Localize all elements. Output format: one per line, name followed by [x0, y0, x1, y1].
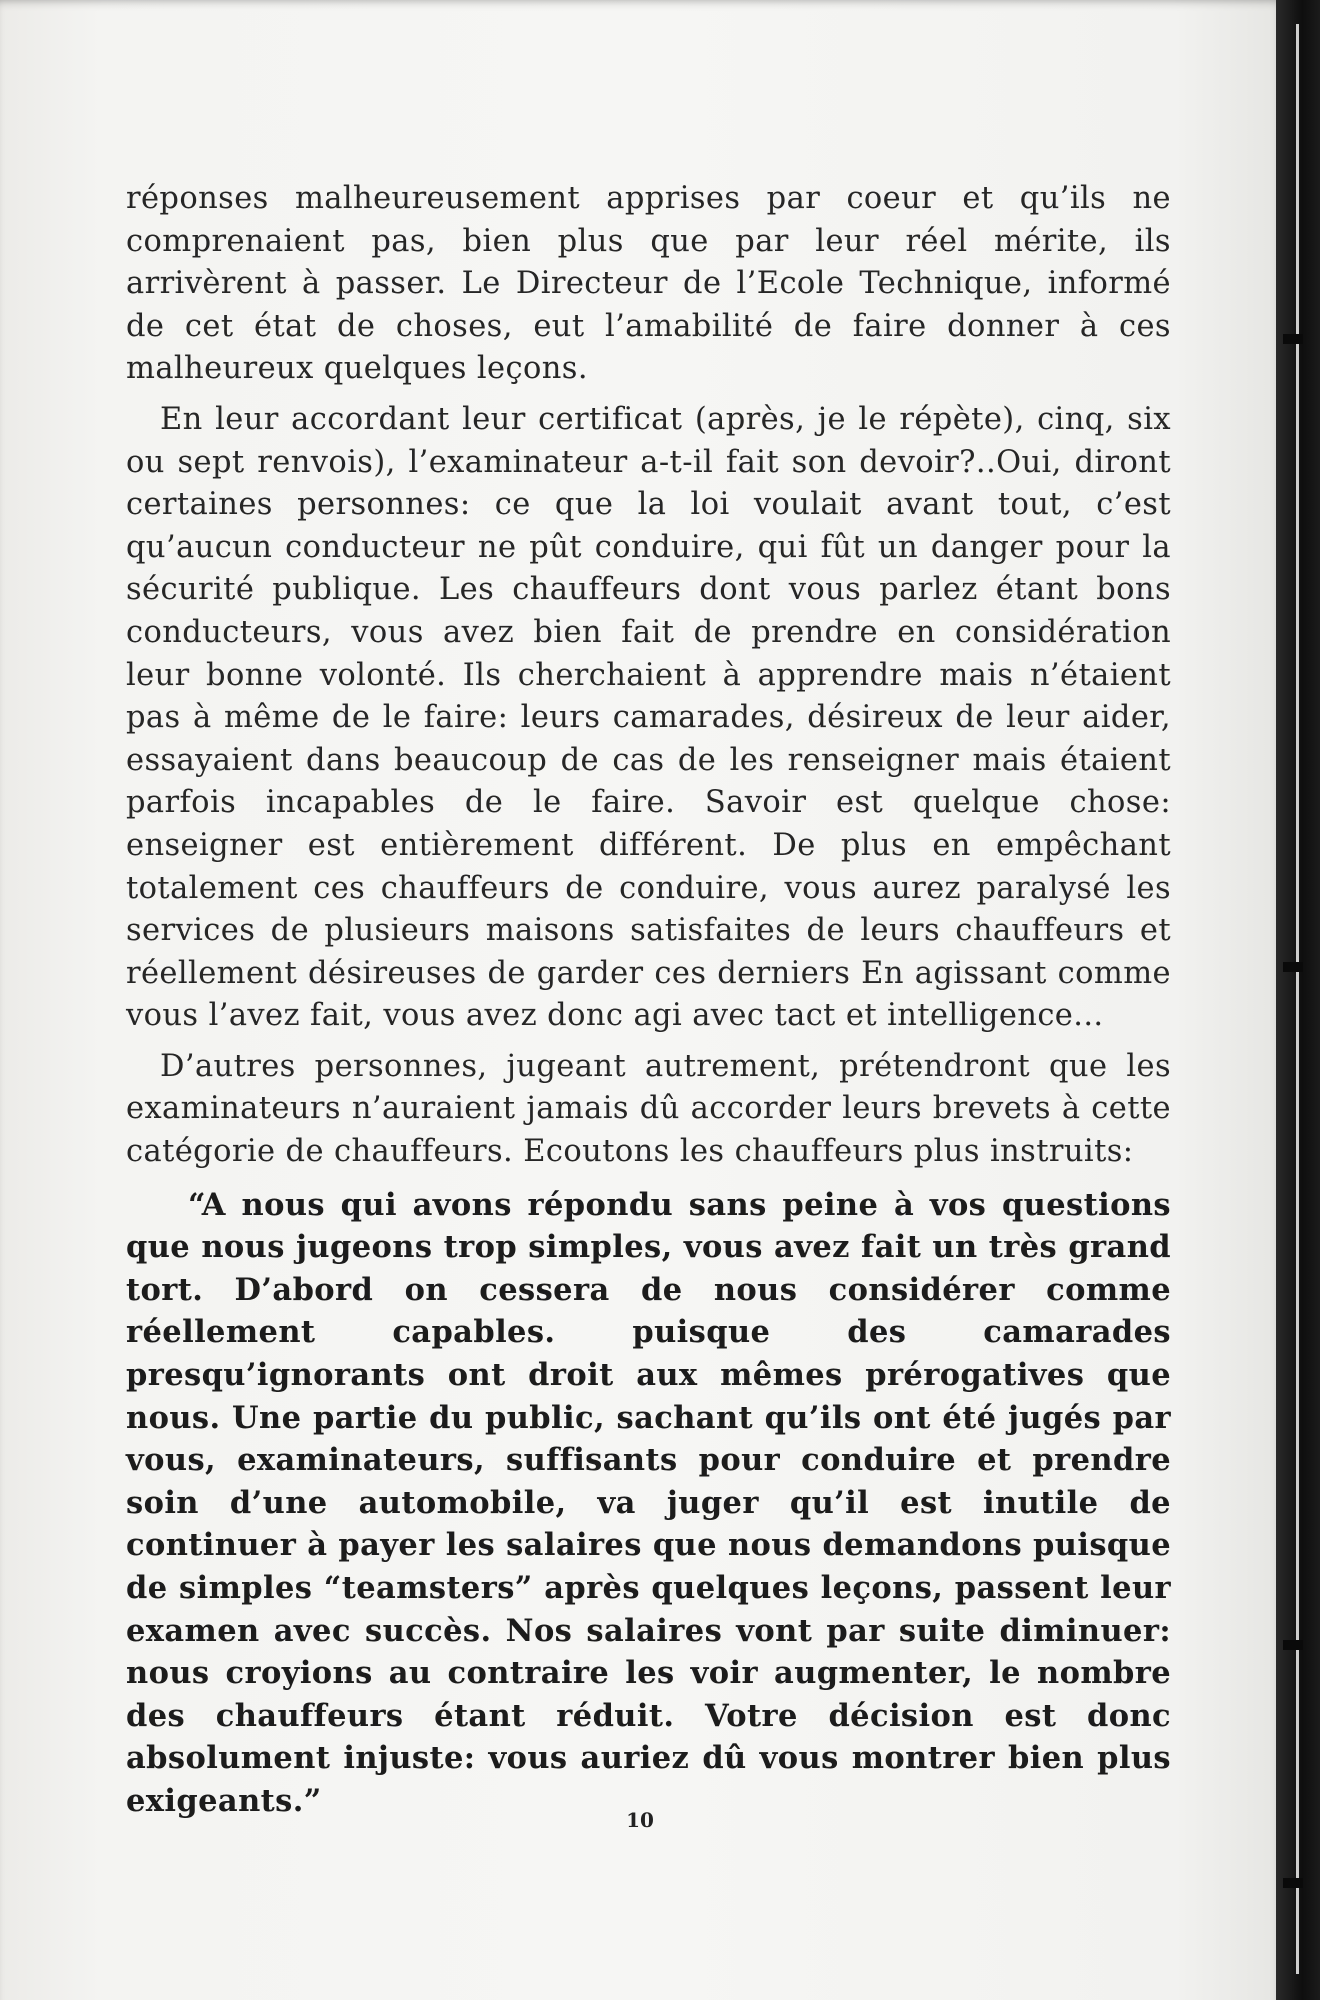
- paragraph-4-quote: “A nous qui avons répondu sans peine à vos questions que nous jugeons trop simples, vous avez fait un très grand tort. D’abord on cessera de nous considérer comme réellement capables. puisque des camarades presqu’ignorants ont droit aux mêmes prérogatives que nous. Une partie du public, sachant qu’ils ont été jugés par vous, examinateurs, suffisants pour conduire et prendre soin d’une automobile, va juger qu’il est inutile de continuer à payer les salaires que nous demandons puisque de simples “teamsters” après quelques leçons, passent leur examen avec succès. Nos salaires vont par suite diminuer: nous croyions au contraire les voir augmenter, le nombre des chauffeurs étant réduit. Votre décision est donc absolument injuste: vous auriez dû vous montrer bien plus exigeants.”: [126, 1186, 1171, 1819]
- paragraph-1: réponses malheureusement apprises par coeur et qu’ils ne comprenaient pas, bien plus que par leur réel mérite, ils arrivèrent à passer. Le Directeur de l’Ecole Technique, informé de cet état de choses, eut l’amabilité de faire donner à ces malheureux quelques leçons.: [126, 181, 1171, 387]
- binding-mark: [1283, 962, 1303, 972]
- binding-line: [1296, 24, 1299, 1974]
- binding-mark: [1283, 1878, 1303, 1888]
- binding-mark: [1283, 334, 1303, 344]
- binding-mark: [1283, 1640, 1303, 1650]
- page-number: 10: [626, 1808, 654, 1832]
- document-body: [126, 178, 1171, 1831]
- paragraph-3: D’autres personnes, jugeant autrement, prétendront que les examinateurs n’auraient jamais dû accorder leurs brevets à cette catégorie de chauffeurs. Ecoutons les chauffeurs plus instruits:: [126, 1048, 1171, 1170]
- paragraph-2: En leur accordant leur certificat (après, je le répète), cinq, six ou sept renvois), l’examinateur a-t-il fait son devoir?..Oui, diront certaines personnes: ce que la loi voulait avant tout, c’est qu’aucun conducteur ne pût conduire, qui fût un danger pour la sécurité publique. Les chauffeurs dont vous parlez étant bons conducteurs, vous avez bien fait de prendre en considération leur bonne volonté. Ils cherchaient à apprendre mais n’étaient pas à même de le faire: leurs camarades, désireux de leur aider, essayaient dans beaucoup de cas de les renseigner mais étaient parfois incapables de le faire. Savoir est quelque chose: enseigner est entièrement différent. De plus en empêchant totalement ces chauffeurs de conduire, vous aurez paralysé les services de plusieurs maisons satisfaites de leurs chauffeurs et réellement désireuses de garder ces derniers En agissant comme vous l’avez fait, vous avez donc agi avec tact et intelligence...: [126, 401, 1171, 1034]
